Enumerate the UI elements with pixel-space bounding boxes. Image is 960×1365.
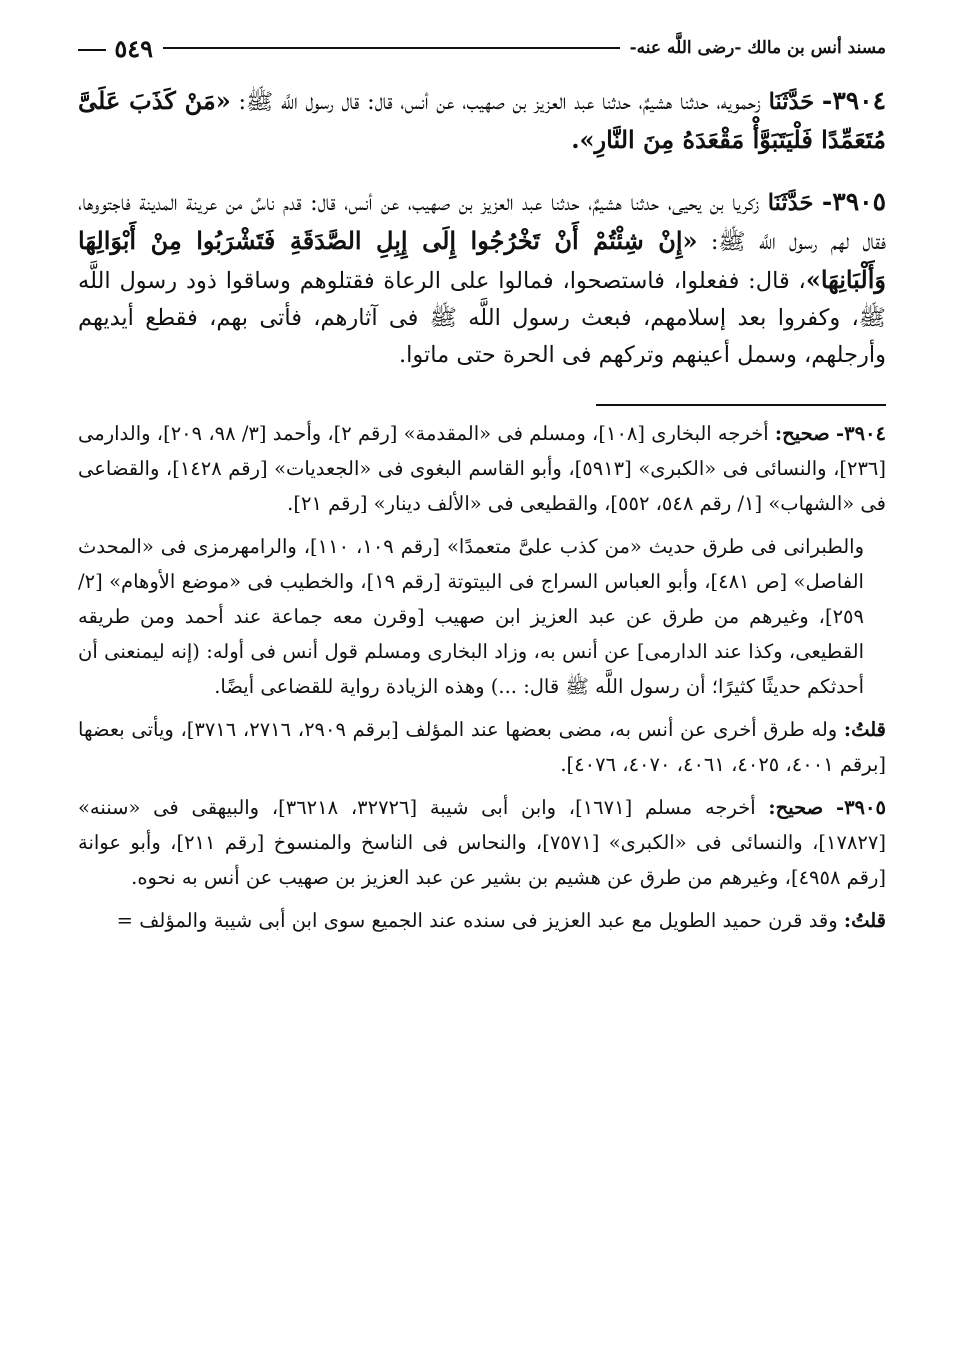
footnote-separator <box>596 404 886 406</box>
footnote-3904-qult <box>78 712 886 782</box>
hadith-opening: حَدَّثَنَا <box>768 89 815 115</box>
page-number: ٥٤٩ <box>78 34 153 63</box>
hadith-number: ٣٩٠٥- <box>821 186 886 216</box>
footnote-3905 <box>78 790 886 895</box>
footnote-number: ٣٩٠٥- <box>835 795 886 819</box>
hadith-opening: حَدَّثَنَا <box>767 189 814 216</box>
hadith-3904 <box>78 82 886 160</box>
qult-label: قلتُ: <box>843 717 886 741</box>
header-rule <box>163 47 620 49</box>
qult-text: وله طرق أخرى عن أنس به، مضى بعضها عند المؤلف [برقم ٢٩٠٩، ٢٧١٦، ٣٧١٦]، ويأتى بعضها [برقم ٤٠٠١، ٤٠٢٥، ٤٠٦١، ٤٠٧٠، ٤٠٧٦]. <box>78 717 886 776</box>
page-header <box>78 30 886 66</box>
footnote-number: ٣٩٠٤- <box>836 421 886 445</box>
qult-label: قلتُ: <box>843 908 886 932</box>
qult-text: وقد قرن حميد الطويل مع عبد العزيز فى سنده عند الجميع سوى ابن أبى شيبة والمؤلف = <box>116 908 838 932</box>
footnote-text: أخرجه البخارى [١٠٨]، ومسلم فى «المقدمة» [رقم ٢]، وأحمد [٣/ ٩٨، ٢٠٩]، والدارمى [٢٣٦]، والنسائى فى «الكبرى» [٥٩١٣]، وأبو القاسم البغوى فى «الجعديات» [رقم ١٤٢٨]، والقضاعى فى «الشهاب» [١/ رقم ٥٤٨، ٥٥٢]، والقطيعى فى «الألف دينار» [رقم ٢١]. <box>78 421 887 515</box>
footnote-3904-continuation: والطبرانى فى طرق حديث «من كذب علىَّ متعمدًا» [رقم ١٠٩، ١١٠]، والرامهرمزى فى «المحدث الفاصل» [ص ٤٨١]، وأبو العباس السراج فى البيتوتة [رقم ١٩]، والخطيب فى «موضع الأوهام» [٢/ ٢٥٩]، وغيرهم من طرق عن عبد العزيز ابن صهيب [وقرن معه جماعة عند أحمد ومن طريقه القطيعى، وكذا عند الدارمى] عن أنس به، وزاد البخارى ومسلم قول أنس فى أوله: (إنه ليمنعنى أن أحدثكم حديثًا كثيرًا؛ أن رسول اللَّه ﷺ قال: ...) وهذه الزيادة رواية للقضاعى أيضًا. <box>78 534 864 698</box>
hadith-matn: «مَنْ كَذَبَ عَلَىَّ مُتَعَمِّدًا فَلْيَتَبَوَّأْ مَقْعَدَهُ مِنَ النَّارِ». <box>78 86 886 154</box>
book-page <box>78 30 886 946</box>
footnote-grade: صحيح: <box>768 795 824 819</box>
hadith-isnad: زكريا بن يحيى، حدثنا هشيمٌ، حدثنا عبد العزيز بن صهيب، عن أنس، قال: قدم ناسٌ من عرينة المدينة فاجتووها، فقال لهم رسول اللَّه ﷺ: <box>78 189 886 255</box>
hadith-number: ٣٩٠٤- <box>821 86 887 115</box>
footnote-3904 <box>78 416 886 521</box>
hadith-isnad: زحمويه، حدثنا هشيمٌ، حدثنا عبد العزيز بن صهيب، عن أنس، قال: قال رسول اللَّه ﷺ: <box>238 89 761 115</box>
hadith-3905 <box>78 183 886 374</box>
running-title: مسند أنس بن مالك -رضى اللَّه عنه- <box>629 38 886 58</box>
hadith-matn: «إِنْ شِئْتُمْ أَنْ تَخْرُجُوا إِلَى إِبِلِ الصَّدَقَةِ فَتَشْرَبُوا مِنْ أَبْوَالِهَا وَأَلْبَانِهَا» <box>78 225 886 294</box>
hadith-rest: ، قال: ففعلوا، فاستصحوا، فمالوا على الرعاة فقتلوهم وساقوا ذود رسول اللَّه ﷺ، وكفروا بعد إسلامهم، فبعث رسول اللَّه ﷺ فى آثارهم، فأتى بهم، فقطع أيديهم وأرجلهم، وسمل أعينهم وتركهم فى الحرة حتى ماتوا. <box>78 267 886 368</box>
footnote-text: أخرجه مسلم [١٦٧١]، وابن أبى شيبة [٣٢٧٢٦، ٣٦٢١٨]، والبيهقى فى «سننه» [١٧٨٢٧]، والنسائى فى «الكبرى» [٧٥٧١]، والنحاس فى الناسخ والمنسوخ [رقم ٢١١]، وأبو عوانة [رقم ٤٩٥٨]، وغيرهم من طرق عن هشيم بن بشير عن عبد العزيز بن صهيب عن أنس به نحوه. <box>78 795 886 889</box>
footnote-3905-qult <box>78 903 886 938</box>
footnote-grade: صحيح: <box>774 421 830 445</box>
